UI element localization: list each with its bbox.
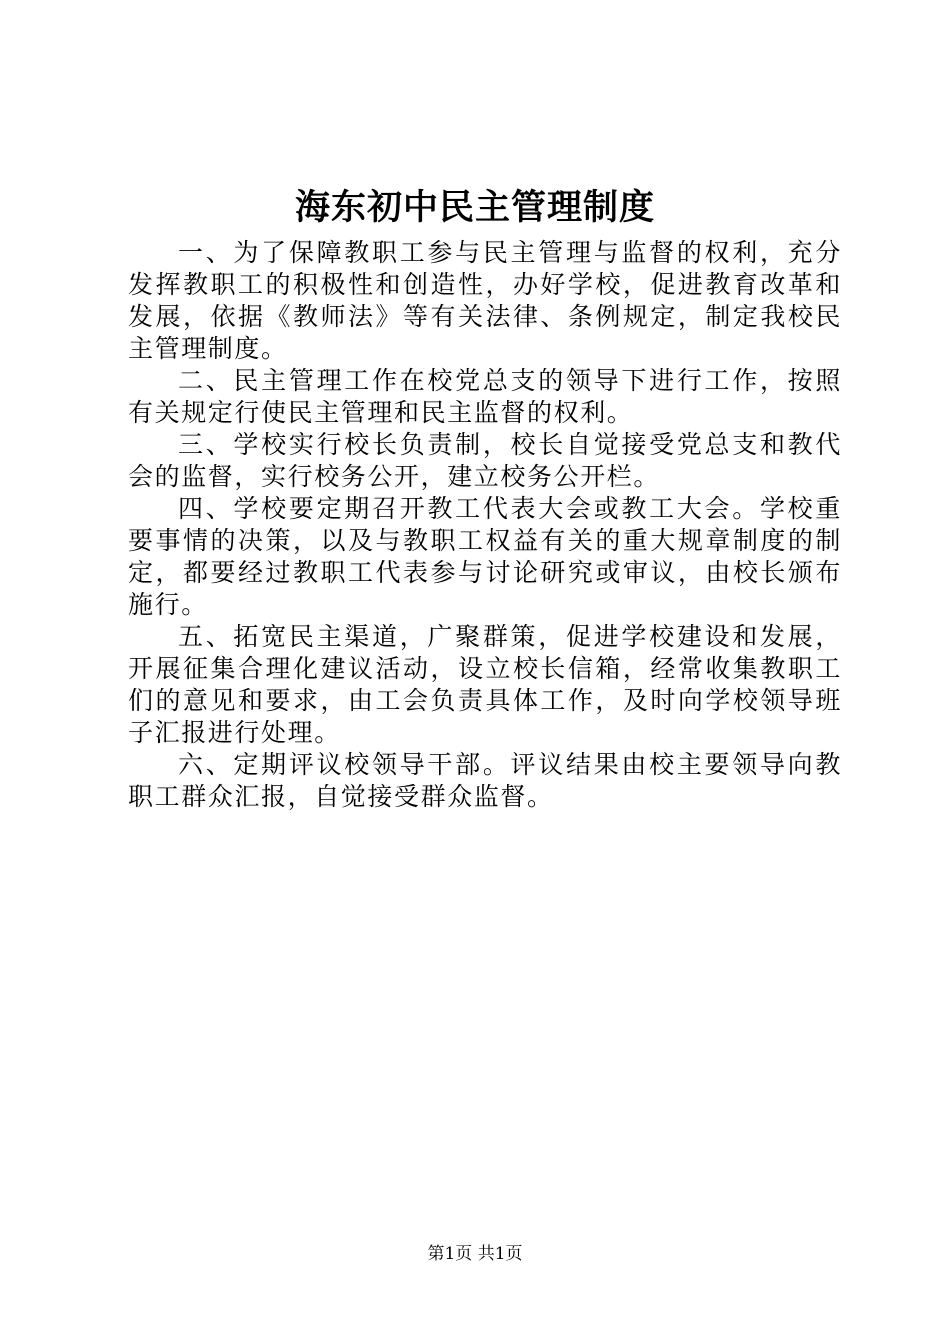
page-number-footer: 第1页 共1页 [427, 1244, 523, 1264]
document-body [128, 237, 842, 813]
paragraph-4: 四、学校要定期召开教工代表大会或教工大会。学校重要事情的决策，以及与教职工权益有关的重大规章制度的制定，都要经过教职工代表参与讨论研究或审议，由校长颁布施行。 [128, 494, 842, 619]
document-title: 海东初中民主管理制度 [294, 187, 655, 228]
paragraph-1: 一、为了保障教职工参与民主管理与监督的权利，充分发挥教职工的积极性和创造性，办好学校，促进教育改革和发展，依据《教师法》等有关法律、条例规定，制定我校民主管理制度。 [128, 238, 842, 363]
paragraph-6: 六、定期评议校领导干部。评议结果由校主要领导向教职工群众汇报，自觉接受群众监督。 [128, 750, 842, 811]
paragraph-2: 二、民主管理工作在校党总支的领导下进行工作，按照有关规定行使民主管理和民主监督的权利。 [128, 366, 842, 427]
paragraph-5: 五、拓宽民主渠道，广聚群策，促进学校建设和发展，开展征集合理化建议活动，设立校长信箱，经常收集教职工们的意见和要求，由工会负责具体工作，及时向学校领导班子汇报进行处理。 [128, 622, 842, 747]
paragraph-3: 三、学校实行校长负责制，校长自觉接受党总支和教代会的监督，实行校务公开，建立校务公开栏。 [128, 430, 842, 491]
